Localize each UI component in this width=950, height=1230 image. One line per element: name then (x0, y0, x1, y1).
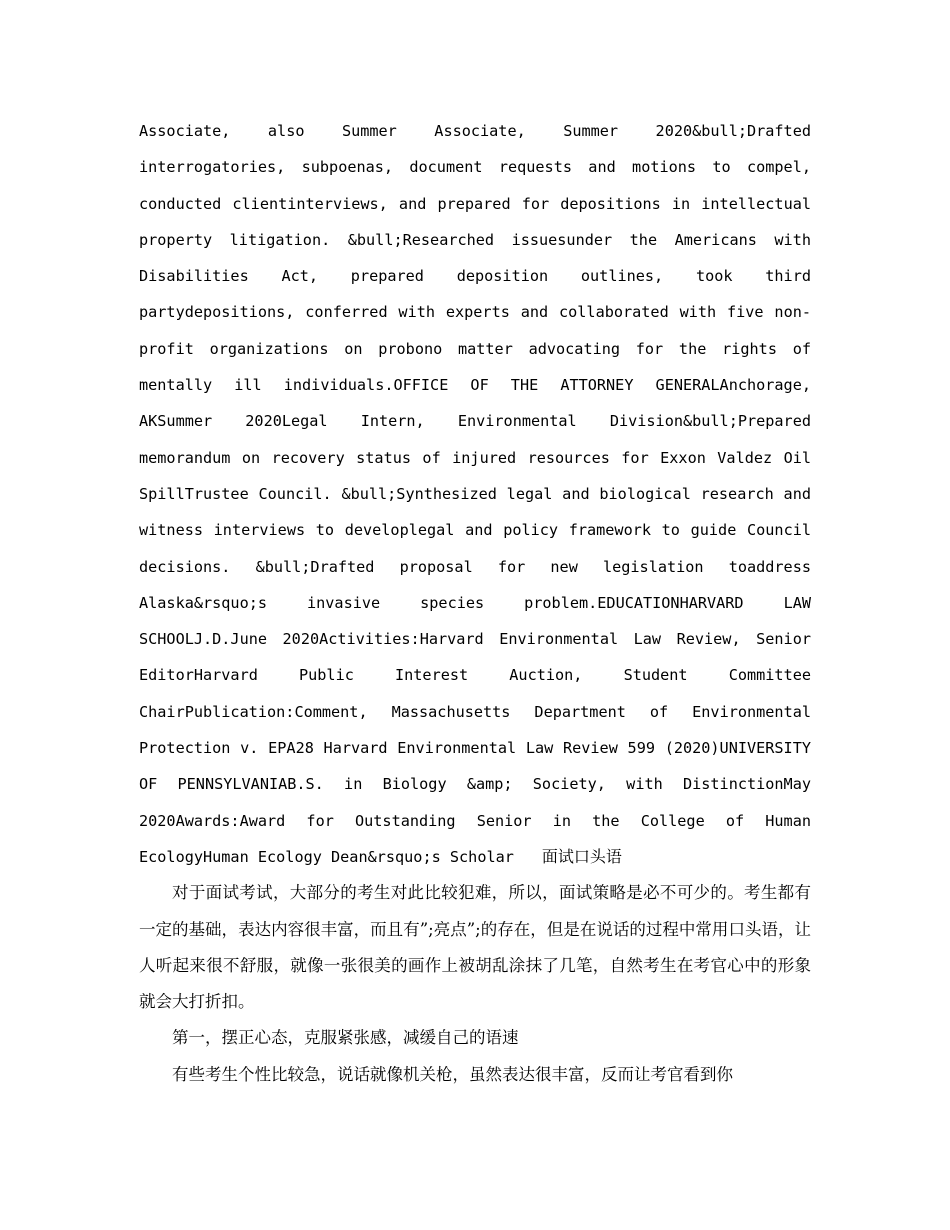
interview-paragraph-1: 对于面试考试，大部分的考生对此比较犯难，所以，面试策略是必不可少的。考生都有一定的基础，表达内容很丰富，而且有”;亮点”;的存在，但是在说话的过程中常用口头语，让人听起来很不舒服，就像一张很美的画作上被胡乱涂抹了几笔，自然考生在考官心中的形象就会大打折扣。 (139, 883, 811, 1012)
document-body (139, 113, 811, 1093)
resume-text: Associate, also Summer Associate, Summer 2020&bull;Drafted interrogatories, subpoenas, document requests and motions to compel, conducted clientinterviews, and prepared for depositions in intellectual property litigation. &bull;Researched issuesunder the Americans with Disabilities Act, prepared deposition outlines, took third partydepositions, conferred with experts and collaborated with five non-profit organizations on probono matter advocating for the rights of mentally ill individuals.OFFICE OF THE ATTORNEY GENERALAnchorage, AKSummer 2020Legal Intern, Environmental Division&bull;Prepared memorandum on recovery status of injured resources for Exxon Valdez Oil SpillTrustee Council. &bull;Synthesized legal and biological research and witness interviews to developlegal and policy framework to guide Council decisions. &bull;Drafted proposal for new legislation toaddress Alaska&rsquo;s invasive species problem.EDUCATIONHARVARD LAW SCHOOLJ.D.June 2020Activities:Harvard Environmental Law Review, Senior EditorHarvard Public Interest Auction, Student Committee ChairPublication:Comment, Massachusetts Department of Environmental Protection v. EPA28 Harvard Environmental Law Review 599 (2020)UNIVERSITY OF PENNSYLVANIAB.S. in Biology &amp; Society, with DistinctionMay 2020Awards:Award for Outstanding Senior in the College of Human EcologyHuman Ecology Dean&rsquo;s Scholar (139, 122, 811, 866)
interview-paragraph-2: 第一，摆正心态，克服紧张感，减缓自己的语速 (172, 1028, 519, 1048)
resume-paragraph (139, 113, 811, 875)
section-heading: 面试口头语 (541, 846, 622, 866)
interview-paragraph-3: 有些考生个性比较急，说话就像机关枪，虽然表达很丰富，反而让考官看到你 (172, 1064, 733, 1084)
